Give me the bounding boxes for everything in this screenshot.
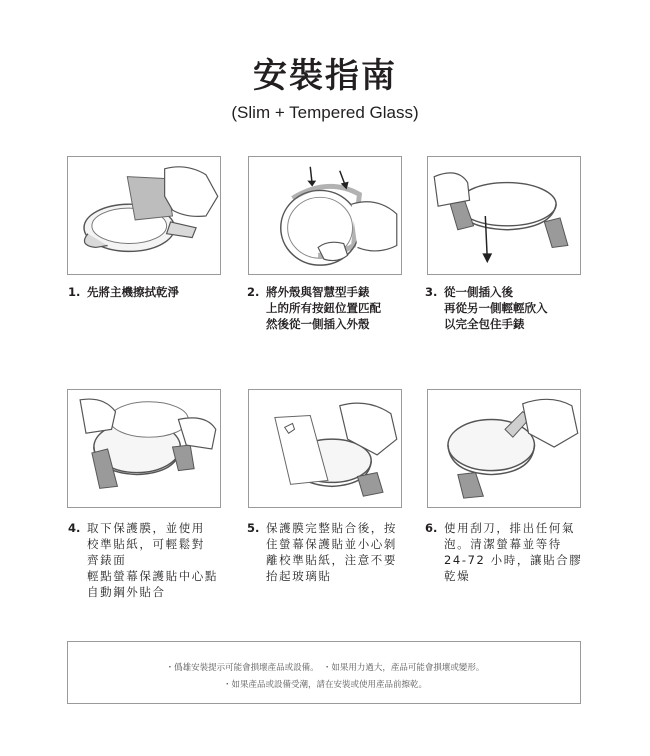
step-text: 將外殼與智慧型手錶 上的所有按鈕位置匹配 然後從一側插入外殼	[266, 285, 381, 331]
caution-note: ・如果產品或設備受潮，請在安裝或使用產品前擦乾。	[222, 680, 427, 690]
caution-notes	[67, 641, 581, 704]
page-title: 安裝指南	[253, 56, 397, 96]
step-number: 1.	[68, 285, 81, 299]
step-4-illustration	[67, 389, 221, 508]
caution-note: ・僞雄安裝提示可能會損壞產品或設備。 ・如果用力過大，產品可能會損壞或變形。	[165, 663, 485, 673]
step-3-illustration	[427, 156, 581, 275]
peel-sticker-icon	[249, 390, 401, 507]
step-text: 從一側插入後 再從另一側輕輕欣入 以完全包住手錶	[444, 285, 548, 331]
align-film-icon	[68, 390, 220, 507]
step-text: 先將主機擦拭乾淨	[87, 285, 179, 299]
press-case-arrow-icon	[428, 157, 580, 274]
hand-cleaning-watch-icon	[68, 157, 220, 274]
step-6-illustration	[427, 389, 581, 508]
step-text: 使用刮刀，排出任何氣 泡。清潔螢幕並等待 24-72 小時，讓貼合膠 乾燥	[444, 521, 583, 583]
step-number: 6.	[425, 521, 438, 535]
insert-case-arrows-icon	[249, 157, 401, 274]
step-text: 保護膜完整貼合後，按 住螢幕保護貼並小心剝 離校準貼紙，注意不要 抬起玻璃貼	[266, 521, 397, 583]
step-text: 取下保護膜，並使用 校準貼紙，可輕鬆對 齊錶面 輕點螢幕保護貼中心點 自動鋼外貼合	[87, 521, 218, 599]
step-1-illustration	[67, 156, 221, 275]
step-2-illustration	[248, 156, 402, 275]
step-number: 4.	[68, 521, 81, 535]
page-subtitle: (Slim + Tempered Glass)	[231, 103, 419, 122]
step-number: 2.	[247, 285, 260, 299]
step-5-illustration	[248, 389, 402, 508]
step-number: 3.	[425, 285, 438, 299]
step-number: 5.	[247, 521, 260, 535]
squeegee-icon	[428, 390, 580, 507]
